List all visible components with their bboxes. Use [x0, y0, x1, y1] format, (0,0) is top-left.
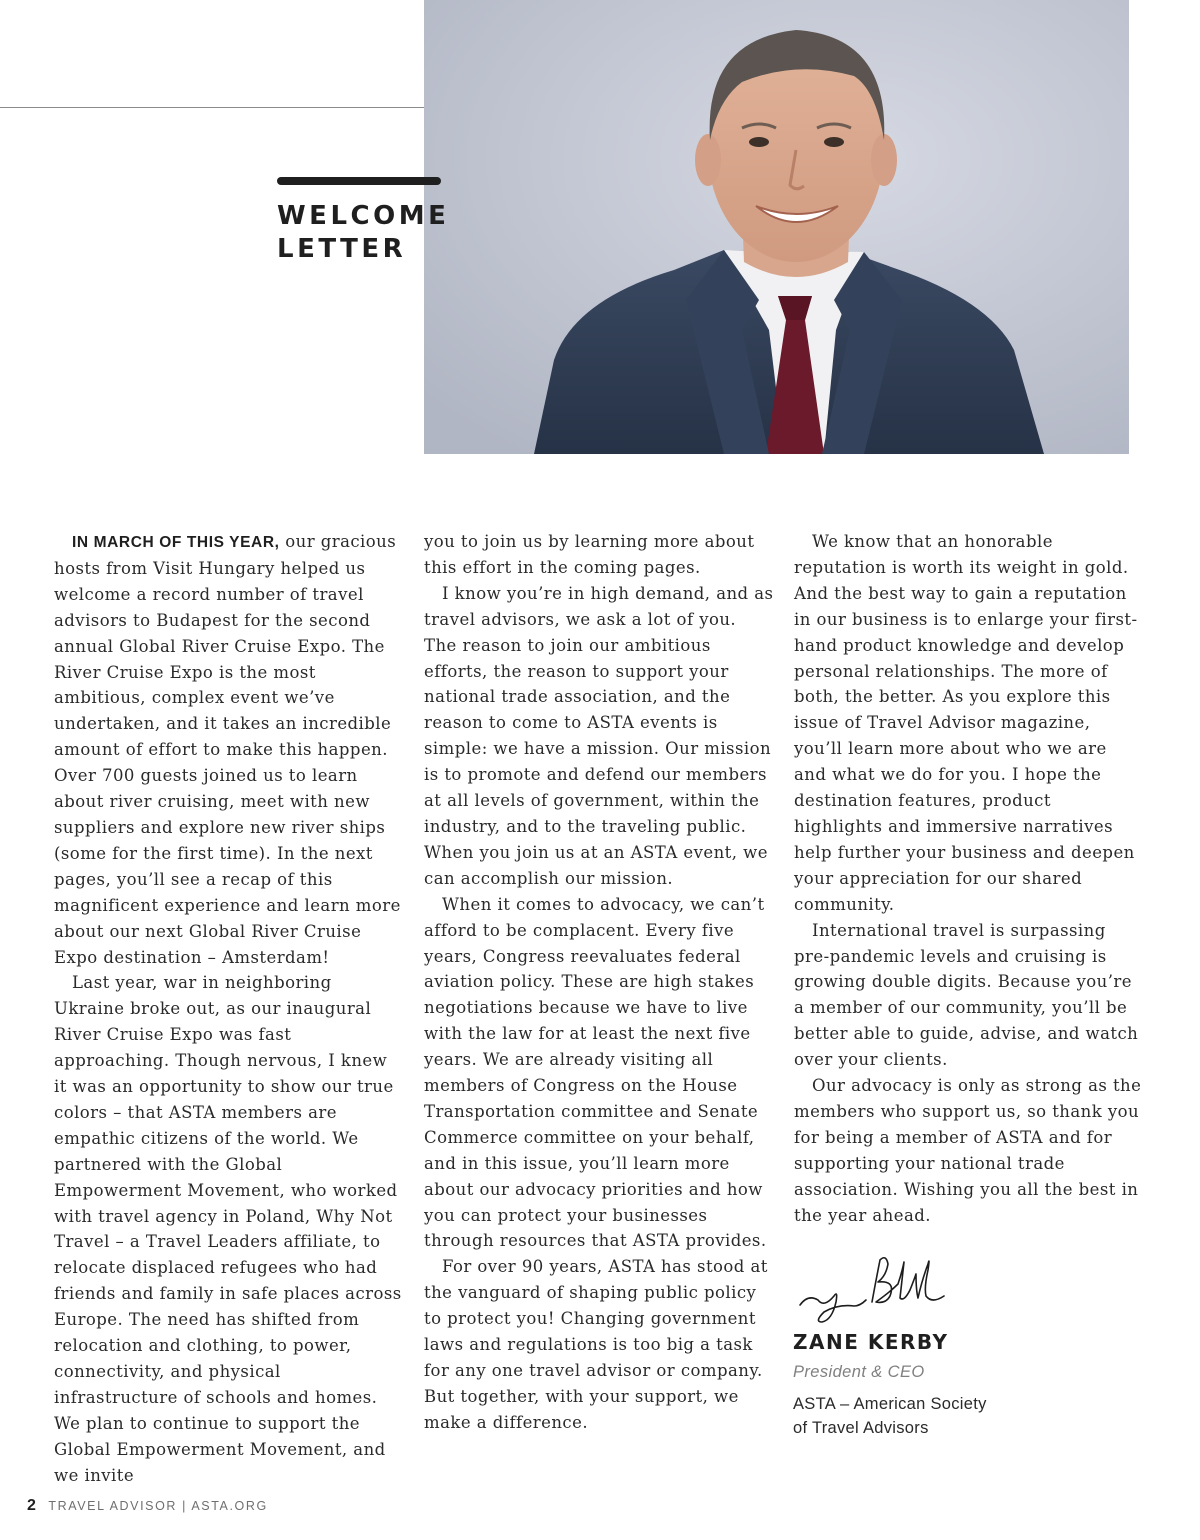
signer-organization-line-1: ASTA – American Society [793, 1395, 987, 1413]
paragraph: Our advocacy is only as strong as the members who support us, so thank you for being a member of ASTA and for supporting your national trade association. Wishing you all the best in the year ahead. [794, 1076, 1142, 1225]
letter-column-2 [424, 529, 774, 1436]
portrait-photo-icon [424, 0, 1129, 454]
page-title-line-1: WELCOME [277, 201, 450, 231]
paragraph: For over 90 years, ASTA has stood at the vanguard of shaping public policy to protect you! Changing government laws and regulations is too big a task for any one travel advisor or company. But together, with your support, we make a difference. [424, 1257, 768, 1432]
portrait-illustration [424, 0, 1129, 454]
footer-text: TRAVEL ADVISOR | ASTA.ORG [48, 1499, 268, 1513]
signer-title: President & CEO [793, 1363, 925, 1381]
signer-name: ZANE KERBY [793, 1330, 949, 1354]
page-title-line-2: LETTER [277, 234, 407, 264]
page-number: 2 [27, 1497, 36, 1514]
paragraph: When it comes to advocacy, we can’t afford to be complacent. Every five years, Congress reevaluates federal aviation policy. These are high stakes negotiations because we have to live with the law for at least the next five years. We are already visiting all members of Congress on the House Transportation committee and Senate Commerce committee on your behalf, and in this issue, you’ll learn more about our advocacy priorities and how you can protect your businesses through resources that ASTA provides. [424, 894, 767, 1251]
paragraph: you to join us by learning more about this effort in the coming pages. [424, 532, 755, 577]
handwritten-signature-icon [794, 1250, 954, 1326]
page-footer [27, 1497, 268, 1515]
signer-organization-line-2: of Travel Advisors [793, 1419, 929, 1437]
lead-in: IN MARCH OF THIS YEAR, [72, 534, 280, 551]
paragraph: International travel is surpassing pre-pandemic levels and cruising is growing double digits. Because you’re a member of our community, you’ll be better able to guide, advise, and watch over your clients. [794, 920, 1139, 1070]
letter-column-1 [54, 529, 404, 1489]
heading-accent-bar [277, 177, 441, 185]
paragraph-text: our gracious hosts from Visit Hungary helped us welcome a record number of travel advisors to Budapest for the second annual Global River Cruise Expo. The River Cruise Expo is the most ambitious, complex event we’ve undertaken, and it takes an incredible amount of effort to make this happen. Over 700 guests joined us to learn about river cruising, meet with new suppliers and explore new river ships (some for the first time). In the next pages, you’ll see a recap of this magnificent experience and learn more about our next Global River Cruise Expo destination – Amsterdam! [54, 532, 401, 967]
signer-organization [793, 1392, 1043, 1440]
paragraph: We know that an honorable reputation is worth its weight in gold. And the best way to gain a reputation in our business is to enlarge your first-hand product knowledge and develop personal relationships. The more of both, the better. As you explore this issue of Travel Advisor magazine, you’ll learn more about who we are and what we do for you. I hope the destination features, product highlights and immersive narratives help further your business and deepen your appreciation for our shared community. [794, 532, 1138, 914]
paragraph: Last year, war in neighboring Ukraine broke out, as our inaugural River Cruise Expo was fast approaching. Though nervous, I knew it was an opportunity to show our true colors – that ASTA members are empathic citizens of the world. We partnered with the Global Empowerment Movement, who worked with travel agency in Poland, Why Not Travel – a Travel Leaders affiliate, to relocate displaced refugees who had friends and family in safe places across Europe. The need has shifted from relocation and clothing, to power, connectivity, and physical infrastructure of schools and homes. We plan to continue to support the Global Empowerment Movement, and we invite [54, 973, 402, 1485]
letter-column-3 [794, 529, 1144, 1228]
paragraph [54, 529, 404, 970]
paragraph: I know you’re in high demand, and as travel advisors, we ask a lot of you. The reason to join our ambitious efforts, the reason to support your national trade association, and the reason to come to ASTA events is simple: we have a mission. Our mission is to promote and defend our members at all levels of government, within the industry, and to the traveling public. When you join us at an ASTA event, we can accomplish our mission. [424, 583, 774, 888]
page-title [277, 200, 449, 266]
top-divider [0, 107, 424, 108]
